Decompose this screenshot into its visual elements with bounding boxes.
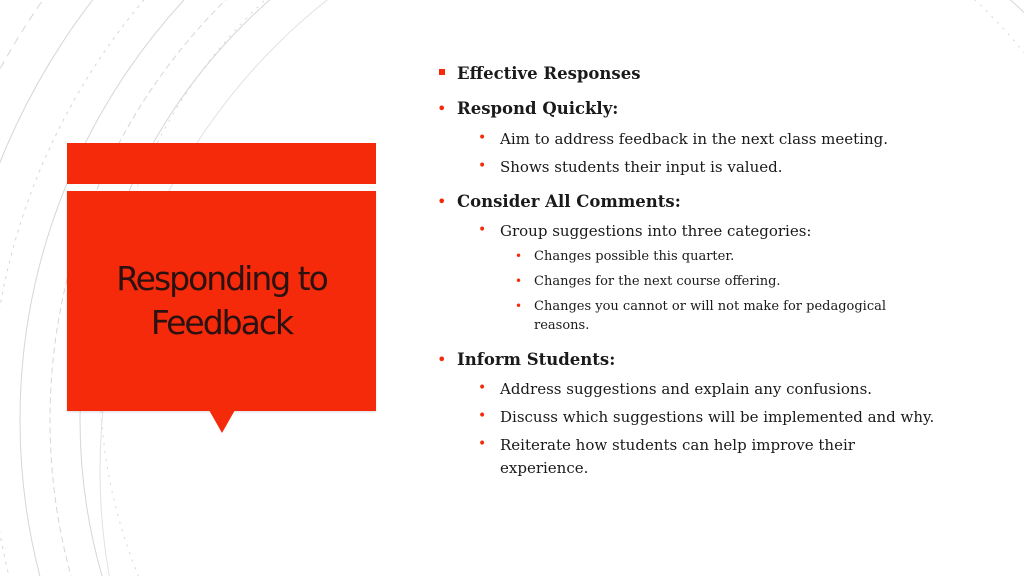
bullet-icon: • <box>515 274 523 288</box>
bullet-icon: • <box>478 222 487 238</box>
bullet-icon: • <box>437 192 447 211</box>
sub-list-item: Changes for the next course offering. <box>534 274 781 289</box>
bullet-icon: • <box>437 350 447 369</box>
slide-title: Responding to Feedback <box>116 259 327 342</box>
content-heading: Effective Responses <box>457 64 641 83</box>
square-bullet-icon <box>439 69 445 75</box>
list-item: Address suggestions and explain any confusions. <box>500 380 873 398</box>
section-heading: Inform Students: <box>457 350 616 369</box>
sub-list-item: Changes possible this quarter. <box>534 249 735 264</box>
bullet-icon: • <box>478 408 487 424</box>
sub-list-item-continuation: reasons. <box>534 318 590 333</box>
list-item: Aim to address feedback in the next class meeting. <box>500 130 889 148</box>
bullet-icon: • <box>515 249 523 263</box>
bullet-icon: • <box>515 299 523 313</box>
sub-list-item: Changes you cannot or will not make for pedagogical <box>534 299 887 314</box>
list-item: Discuss which suggestions will be implemented and why. <box>500 408 935 426</box>
bullet-icon: • <box>478 158 487 174</box>
section-heading: Consider All Comments: <box>457 192 681 211</box>
bullet-icon: • <box>478 130 487 146</box>
bullet-icon: • <box>478 436 487 452</box>
list-item: Reiterate how students can help improve their <box>500 436 855 454</box>
bullet-icon: • <box>478 380 487 396</box>
section-heading: Respond Quickly: <box>457 99 619 118</box>
list-item: Group suggestions into three categories: <box>500 222 812 240</box>
list-item: Shows students their input is valued. <box>500 158 783 176</box>
list-item-continuation: experience. <box>500 459 589 477</box>
bullet-icon: • <box>437 99 447 118</box>
